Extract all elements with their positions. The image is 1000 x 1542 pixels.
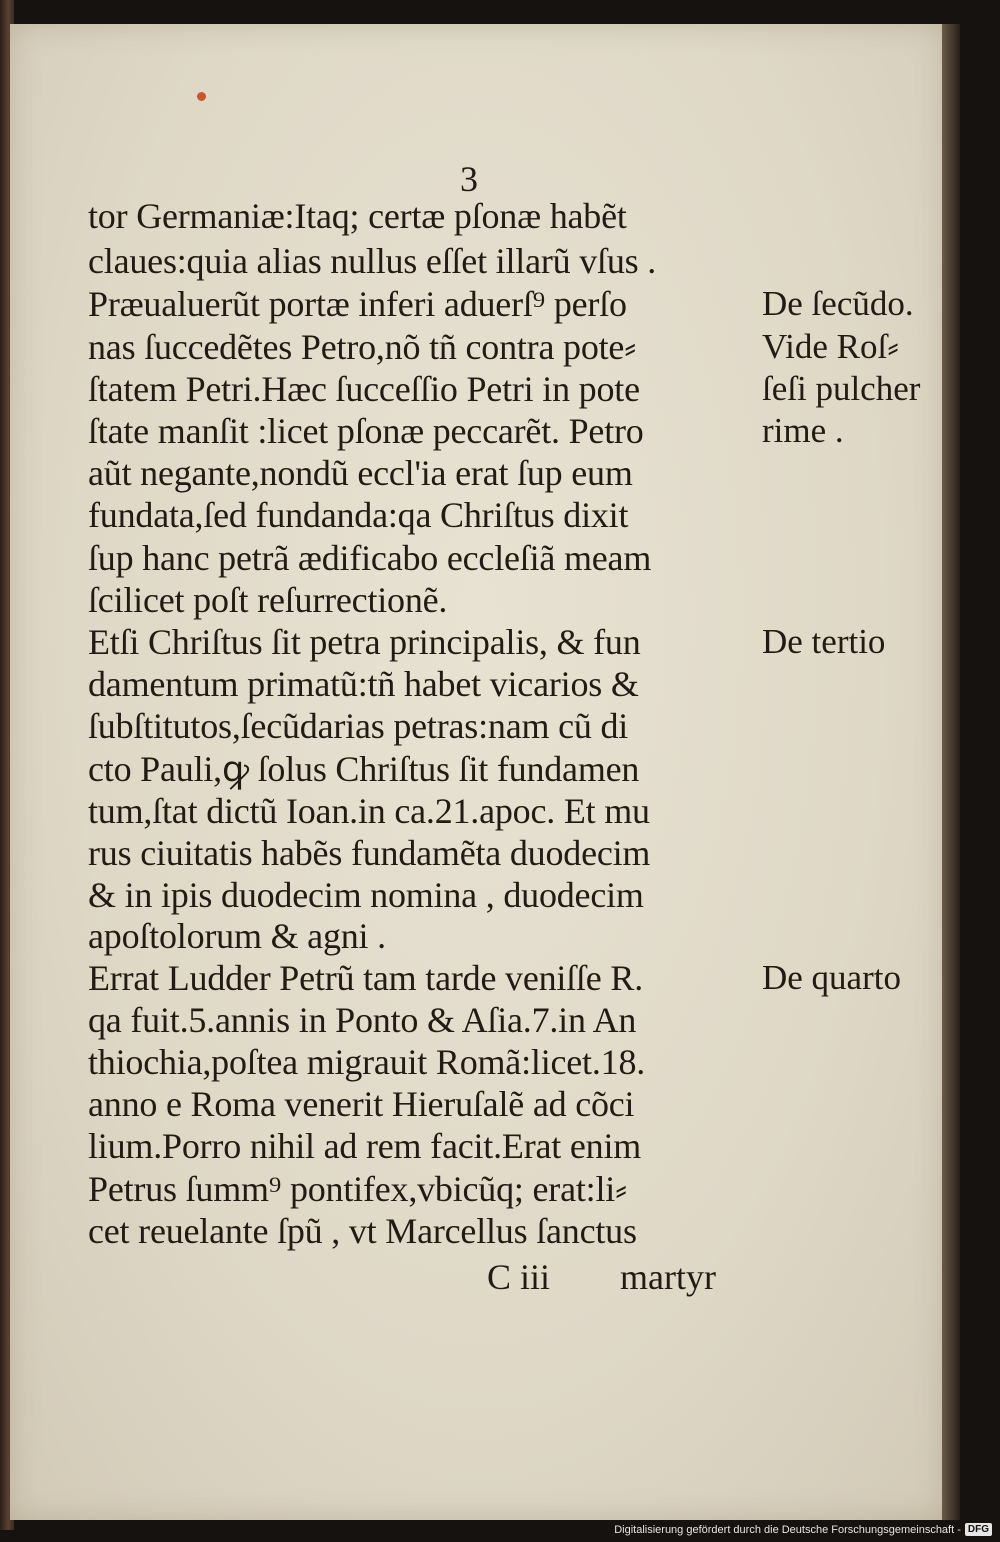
main-text-line: ſtatem Petri.Hæc ſucceſſio Petri in pote bbox=[88, 369, 640, 409]
main-text-line: anno e Roma venerit Hieruſalẽ ad cõci bbox=[88, 1084, 635, 1124]
main-text-line: aũt negante,nondũ eccl'ia erat ſup eum bbox=[88, 453, 633, 493]
dfg-logo-icon: DFG bbox=[965, 1523, 992, 1536]
main-text-line: qa fuit.5.annis in Ponto & Aſia.7.in An bbox=[88, 1000, 637, 1040]
signature-mark: C iii bbox=[487, 1257, 551, 1297]
footer-credit bbox=[614, 1523, 992, 1536]
main-text-line: Præualuerũt portæ inferi aduerſ⁹ perſo bbox=[88, 284, 627, 324]
main-text-line: rus ciuitatis habẽs fundamẽta duodecim bbox=[88, 833, 651, 873]
main-text-line: ſup hanc petrã ædificabo eccleſiã meam bbox=[88, 538, 652, 578]
main-text-line: nas ſuccedẽtes Petro,nõ tñ contra pote⸗ bbox=[88, 327, 637, 367]
main-text-line: Etſi Chriſtus ſit petra principalis, & fun bbox=[88, 622, 641, 662]
main-text-line: fundata,ſed fundanda:qa Chriſtus dixit bbox=[88, 495, 629, 535]
margin-note: De tertio bbox=[762, 622, 886, 661]
page-edge-shadow bbox=[942, 24, 960, 1520]
margin-note: Vide Roſ⸗ bbox=[762, 327, 899, 366]
margin-note: De quarto bbox=[762, 958, 901, 997]
margin-note: ſeſi pulcher bbox=[762, 369, 921, 408]
main-text-line: & in ipis duodecim nomina , duodecim bbox=[88, 875, 644, 915]
main-text-line: Errat Ludder Petrũ tam tarde veniſſe R. bbox=[88, 958, 643, 998]
main-text-line: lium.Porro nihil ad rem facit.Erat enim bbox=[88, 1126, 642, 1166]
main-text-line: ſubſtitutos,ſecũdarias petras:nam cũ di bbox=[88, 706, 629, 746]
main-text-line: Petrus ſumm⁹ pontifex,vbicũq; erat:li⸗ bbox=[88, 1169, 627, 1209]
main-text-line: cet reuelante ſpũ , vt Marcellus ſanctus bbox=[88, 1211, 637, 1251]
main-text-line: tor Germaniæ:Itaq; certæ pſonæ habẽt bbox=[88, 196, 627, 236]
main-text-line: ſcilicet poſt reſurrectionẽ. bbox=[88, 580, 448, 620]
footer-text: Digitalisierung gefördert durch die Deutsche Forschungsgemeinschaft - bbox=[614, 1523, 961, 1536]
main-text-line: ſtate manſit :licet pſonæ peccarẽt. Petro bbox=[88, 411, 644, 451]
main-text-line: cto Pauli,ꝙ ſolus Chriſtus ſit fundamen bbox=[88, 749, 640, 789]
ink-stain bbox=[197, 92, 206, 101]
main-text-line: claues:quia alias nullus eſſet illarũ vſus . bbox=[88, 241, 657, 281]
margin-note: De ſecũdo. bbox=[762, 284, 914, 323]
main-text-line: thiochia,poſtea migrauit Romã:licet.18. bbox=[88, 1042, 646, 1082]
page-number: 3 bbox=[460, 159, 478, 199]
main-text-line: apoſtolorum & agni . bbox=[88, 916, 386, 956]
main-text-line: damentum primatũ:tñ habet vicarios & bbox=[88, 664, 639, 704]
catchword: martyr bbox=[620, 1257, 716, 1297]
margin-note: rime . bbox=[762, 411, 844, 450]
main-text-line: tum,ſtat dictũ Ioan.in ca.21.apoc. Et mu bbox=[88, 791, 650, 831]
